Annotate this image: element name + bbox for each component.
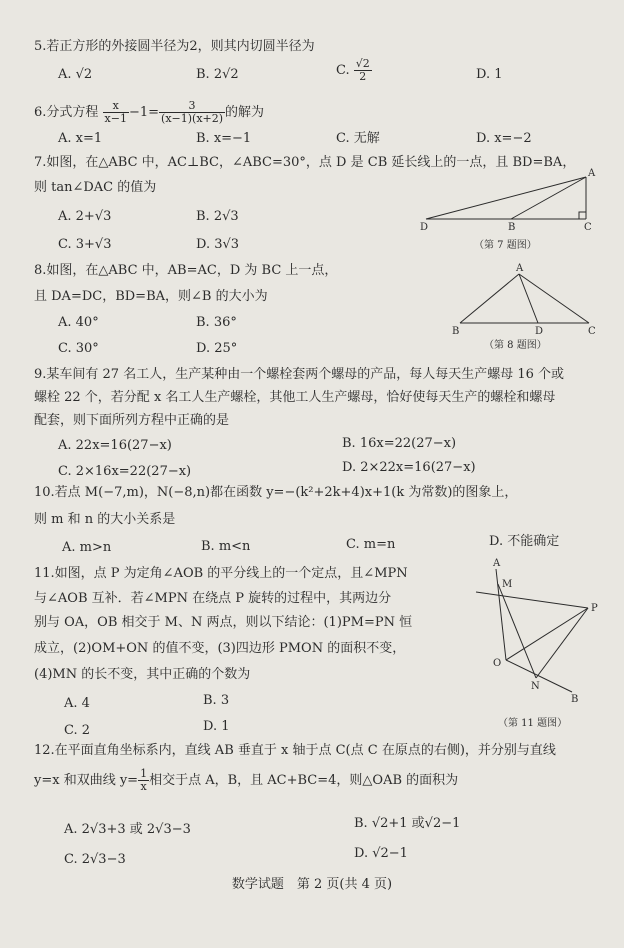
q7-label-b: B <box>508 222 516 233</box>
q7-line-2: 则 tan∠DAC 的值为 <box>34 180 157 195</box>
q7-option-c: C. 3+√3 <box>58 237 112 252</box>
q7-right-angle-mark <box>579 212 586 219</box>
q11-segment-pm <box>476 592 588 608</box>
q7-label-a: A <box>588 168 596 179</box>
q8-option-d: D. 25° <box>196 341 238 356</box>
q8-option-c: C. 30° <box>58 341 99 356</box>
q6-option-c: C. 无解 <box>336 131 380 146</box>
q8-line-2: 且 DA=DC，BD=BA，则∠B 的大小为 <box>34 289 268 304</box>
q9-option-b: B. 16x=22(27−x) <box>342 436 457 451</box>
q9-line-3: 配套，则下面所列方程中正确的是 <box>34 413 230 428</box>
q7-segment-ba <box>511 177 586 219</box>
q11-line-1: 11.如图，点 P 为定角∠AOB 的平分线上的一个定点，且∠MPN <box>34 566 408 581</box>
q10-option-a: A. m>n <box>62 540 112 555</box>
q7-label-d: D <box>420 222 429 233</box>
q6-option-b: B. x=−1 <box>196 131 252 146</box>
q8-segment-ab <box>460 274 519 323</box>
q11-option-a: A. 4 <box>64 696 90 711</box>
q8-segment-ac <box>519 274 589 323</box>
q9-option-c: C. 2×16x=22(27−x) <box>58 464 192 479</box>
q8-option-b: B. 36° <box>196 315 237 330</box>
q11-label-o: O <box>493 658 502 669</box>
q6-option-d: D. x=−2 <box>476 131 532 146</box>
q7-option-b: B. 2√3 <box>196 209 239 224</box>
q12-option-b: B. √2+1 或√2−1 <box>354 816 461 831</box>
q8-label-d: D <box>535 326 544 337</box>
q7-segment-da <box>426 177 586 219</box>
q11-option-d: D. 1 <box>203 719 230 734</box>
q10-line-1: 10.若点 M(−7,m)，N(−8,n)都在函数 y=−(k²+2k+4)x+1(k 为常数)的图象上， <box>34 485 518 500</box>
q6-fraction-right: $\frac{3}{(x-1)(x+2)}$ <box>161 99 224 125</box>
q9-line-2: 螺栓 22 个，若分配 x 名工人生产螺栓，其他工人生产螺母，恰好使每天生产的螺栓和螺母 <box>34 390 556 405</box>
q7-figure <box>414 168 604 234</box>
q11-line-3: 别与 OA，OB 相交于 M、N 两点，则以下结论：(1)PM=PN 恒 <box>34 615 413 630</box>
q9-option-a: A. 22x=16(27−x) <box>58 438 172 453</box>
q9-option-d: D. 2×22x=16(27−x) <box>342 460 476 475</box>
q5-option-a: A. √2 <box>58 67 93 82</box>
q8-segment-ad <box>519 274 538 323</box>
q8-label-b: B <box>452 326 460 337</box>
q12-option-c: C. 2√3−3 <box>64 852 126 867</box>
q6-stem: 6.分式方程 $\frac{x}{x-1}$ −1= $\frac{3}{(x-1)(x+2)}$ 的解为 <box>34 99 265 125</box>
q10-option-b: B. m<n <box>201 539 251 554</box>
q7-caption: （第 7 题图） <box>474 240 537 251</box>
q11-caption: （第 11 题图） <box>498 718 568 729</box>
q11-segment-pn <box>536 608 588 678</box>
q9-line-1: 9.某车间有 27 名工人，生产某种由一个螺栓套两个螺母的产品，每人每天生产螺母 16 个或 <box>34 367 565 382</box>
q11-line-4: 成立，(2)OM+ON 的值不变，(3)四边形 PMON 的面积不变， <box>34 641 406 656</box>
q10-line-2: 则 m 和 n 的大小关系是 <box>34 512 176 527</box>
page-footer: 数学试题 第 2 页(共 4 页) <box>231 877 393 892</box>
q8-option-a: A. 40° <box>58 315 99 330</box>
q7-option-d: D. 3√3 <box>196 237 240 252</box>
q8-label-c: C <box>588 326 596 337</box>
q11-figure <box>470 556 610 706</box>
q11-label-a: A <box>493 558 501 569</box>
q12-line-2: y=x 和双曲线 y= $\frac{1}{x}$ 相交于点 A，B，且 AC+BC=4，则△OAB 的面积为 <box>34 767 459 793</box>
q7-label-c: C <box>584 222 592 233</box>
q8-figure <box>448 262 608 342</box>
q10-option-c: C. m=n <box>346 537 396 552</box>
q11-label-m: M <box>502 579 513 590</box>
q5-option-b: B. 2√2 <box>196 67 239 82</box>
q11-line-2: 与∠AOB 互补．若∠MPN 在绕点 P 旋转的过程中，其两边分 <box>34 591 392 606</box>
q6-fraction-left: $\frac{x}{x-1}$ <box>104 99 127 125</box>
q7-option-a: A. 2+√3 <box>58 209 112 224</box>
q11-label-p: P <box>591 603 598 614</box>
q12-line-1: 12.在平面直角坐标系内，直线 AB 垂直于 x 轴于点 C(点 C 在原点的右侧)，并分别与直线 <box>34 743 556 758</box>
q11-line-5: (4)MN 的长不变，其中正确的个数为 <box>34 667 251 682</box>
q5-option-d: D. 1 <box>476 67 503 82</box>
q6-option-a: A. x=1 <box>58 131 103 146</box>
q11-label-n: N <box>531 681 540 692</box>
q10-option-d: D. 不能确定 <box>489 534 560 549</box>
q11-label-b: B <box>571 694 579 705</box>
q11-option-b: B. 3 <box>203 693 230 708</box>
q5-option-c: C. $\frac{√2}{2}$ <box>336 57 370 83</box>
q5-option-c-fraction: $\frac{√2}{2}$ <box>355 57 370 83</box>
q8-line-1: 8.如图，在△ABC 中，AB=AC，D 为 BC 上一点， <box>34 263 338 278</box>
q11-option-c: C. 2 <box>64 723 91 738</box>
q8-caption: （第 8 题图） <box>484 340 547 351</box>
q12-option-a: A. 2√3+3 或 2√3−3 <box>64 822 191 837</box>
q5-stem: 5.若正方形的外接圆半径为2，则其内切圆半径为 <box>34 39 315 54</box>
q12-option-d: D. √2−1 <box>354 846 408 861</box>
q8-label-a: A <box>516 263 524 274</box>
q12-fraction: $\frac{1}{x}$ <box>140 767 148 793</box>
q7-line-1: 7.如图，在△ABC 中，AC⊥BC，∠ABC=30°，点 D 是 CB 延长线上的一点，且 BD=BA， <box>34 155 576 170</box>
